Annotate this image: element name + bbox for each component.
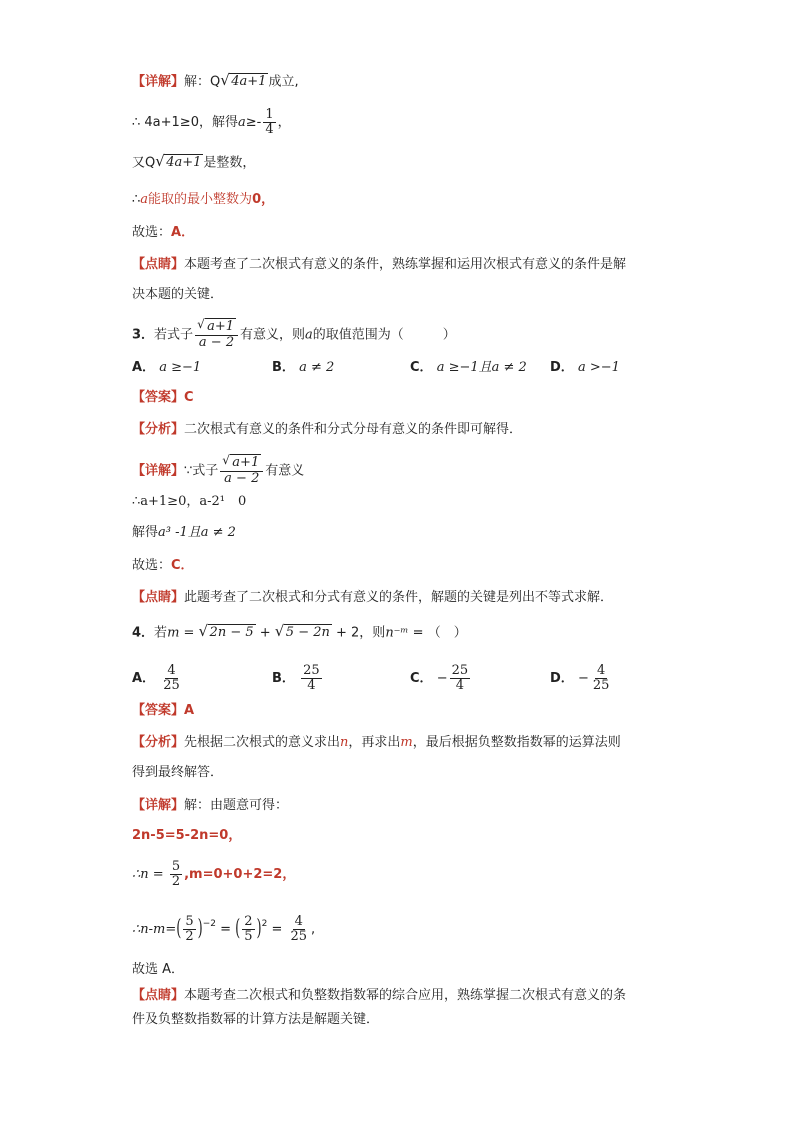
comment-line-1: 【点睛】本题考查了二次根式有意义的条件，熟练掌握和运用次根式有意义的条件是解 xyxy=(132,257,627,272)
analysis-tag: 【分析】 xyxy=(132,735,185,750)
selection-line: 故选：A． xyxy=(132,225,195,240)
detail-line-2: ∴ 4a+1≥0，解得a≥- $\frac{1}{4}$ ， xyxy=(132,107,291,137)
selection-line: 故选：C． xyxy=(132,558,194,573)
comment-tag: 【点睛】 xyxy=(132,988,185,1003)
sqrt-expression: √ 2n − 5 xyxy=(198,622,254,640)
comment-line: 【点睛】此题考查了二次根式和分式有意义的条件，解题的关键是列出不等式求解． xyxy=(132,590,614,605)
answer-line: 【答案】A xyxy=(132,703,195,718)
option-a[interactable]: A． a ≥−1 xyxy=(132,360,202,375)
step-2: ∴n = $\frac{5}{2}$ ,m=0+0+2=2， xyxy=(132,859,296,889)
step-3: ∴n-m=( $\frac{5}{2}$ )$^{-2}$ = ( $\frac{2}{5}$ )$^2$ = $\frac{4}{25}$ , xyxy=(132,914,316,944)
selection-line: 故选 A． xyxy=(132,962,185,977)
sqrt-expression: √ 4a+1 xyxy=(155,152,202,170)
comment-line-1: 【点睛】本题考查二次根式和负整数指数幂的综合应用，熟练掌握二次根式有意义的条 xyxy=(132,988,627,1003)
analysis-line: 【分析】二次根式有意义的条件和分式分母有意义的条件即可解得． xyxy=(132,422,523,437)
answer-line: 【答案】C xyxy=(132,390,194,405)
fraction: $\frac{1}{4}$ xyxy=(265,107,274,137)
detail-tag: 【详解】 xyxy=(132,463,185,479)
question-3-stem: 3．若式子 √ a+1 a − 2 有意义，则a的取值范围为（ ） xyxy=(132,317,456,350)
step-1: ∴a+1≥0，a-2¹ 0 xyxy=(132,494,247,509)
option-d[interactable]: D． a >−1 xyxy=(550,360,620,375)
option-c[interactable]: C． a ≥−1且a ≠ 2 xyxy=(410,360,527,375)
detail-line: 【详解】解：由题意可得： xyxy=(132,798,289,813)
option-a[interactable]: A． $\frac{4}{25}$ xyxy=(132,663,180,693)
analysis-line-1: 【分析】先根据二次根式的意义求出n，再求出m，最后根据负整数指数幂的运算法则 xyxy=(132,735,621,750)
comment-tag: 【点睛】 xyxy=(132,257,185,272)
step-2: 解得a³ -1且a ≠ 2 xyxy=(132,525,236,540)
question-number: 3． xyxy=(132,327,155,343)
detail-line: 【详解】∵式子 √ a+1 a − 2 有意义 xyxy=(132,453,305,486)
detail-line-3: 又Q √ 4a+1 是整数， xyxy=(132,153,255,174)
option-b[interactable]: B． $\frac{25}{4}$ xyxy=(272,663,320,693)
answer-tag: 【答案】 xyxy=(132,390,185,405)
answer-tag: 【答案】 xyxy=(132,703,185,718)
question-4-stem: 4．若m = √ 2n − 5 + √ 5 − 2n + 2，则n⁻ᵐ = （ ） xyxy=(132,623,467,644)
sqrt-expression: √ 5 − 2n xyxy=(274,622,330,640)
question-number: 4． xyxy=(132,625,155,641)
analysis-line-2: 得到最终解答． xyxy=(132,765,224,780)
comment-tag: 【点睛】 xyxy=(132,590,185,605)
analysis-tag: 【分析】 xyxy=(132,422,185,437)
detail-tag: 【详解】 xyxy=(132,798,185,813)
option-c[interactable]: C． − $\frac{25}{4}$ xyxy=(410,663,469,693)
sqrt-expression: √ 4a+1 xyxy=(220,71,267,89)
option-d[interactable]: D． − $\frac{4}{25}$ xyxy=(550,663,610,693)
step-1: 2n-5=5-2n=0， xyxy=(132,828,242,843)
comment-line-2: 决本题的关键． xyxy=(132,287,224,302)
detail-line-4: ∴a能取的最小整数为0， xyxy=(132,192,275,207)
detail-tag: 【详解】 xyxy=(132,74,185,90)
comment-line-2: 件及负整数指数幂的计算方法是解题关键． xyxy=(132,1012,380,1027)
detail-line-1: 【详解】解：Q √ 4a+1 成立, xyxy=(132,72,299,93)
option-b[interactable]: B． a ≠ 2 xyxy=(272,360,335,375)
fraction: √ a+1 a − 2 xyxy=(195,320,238,350)
fraction: √ a+1 a − 2 xyxy=(220,456,263,486)
